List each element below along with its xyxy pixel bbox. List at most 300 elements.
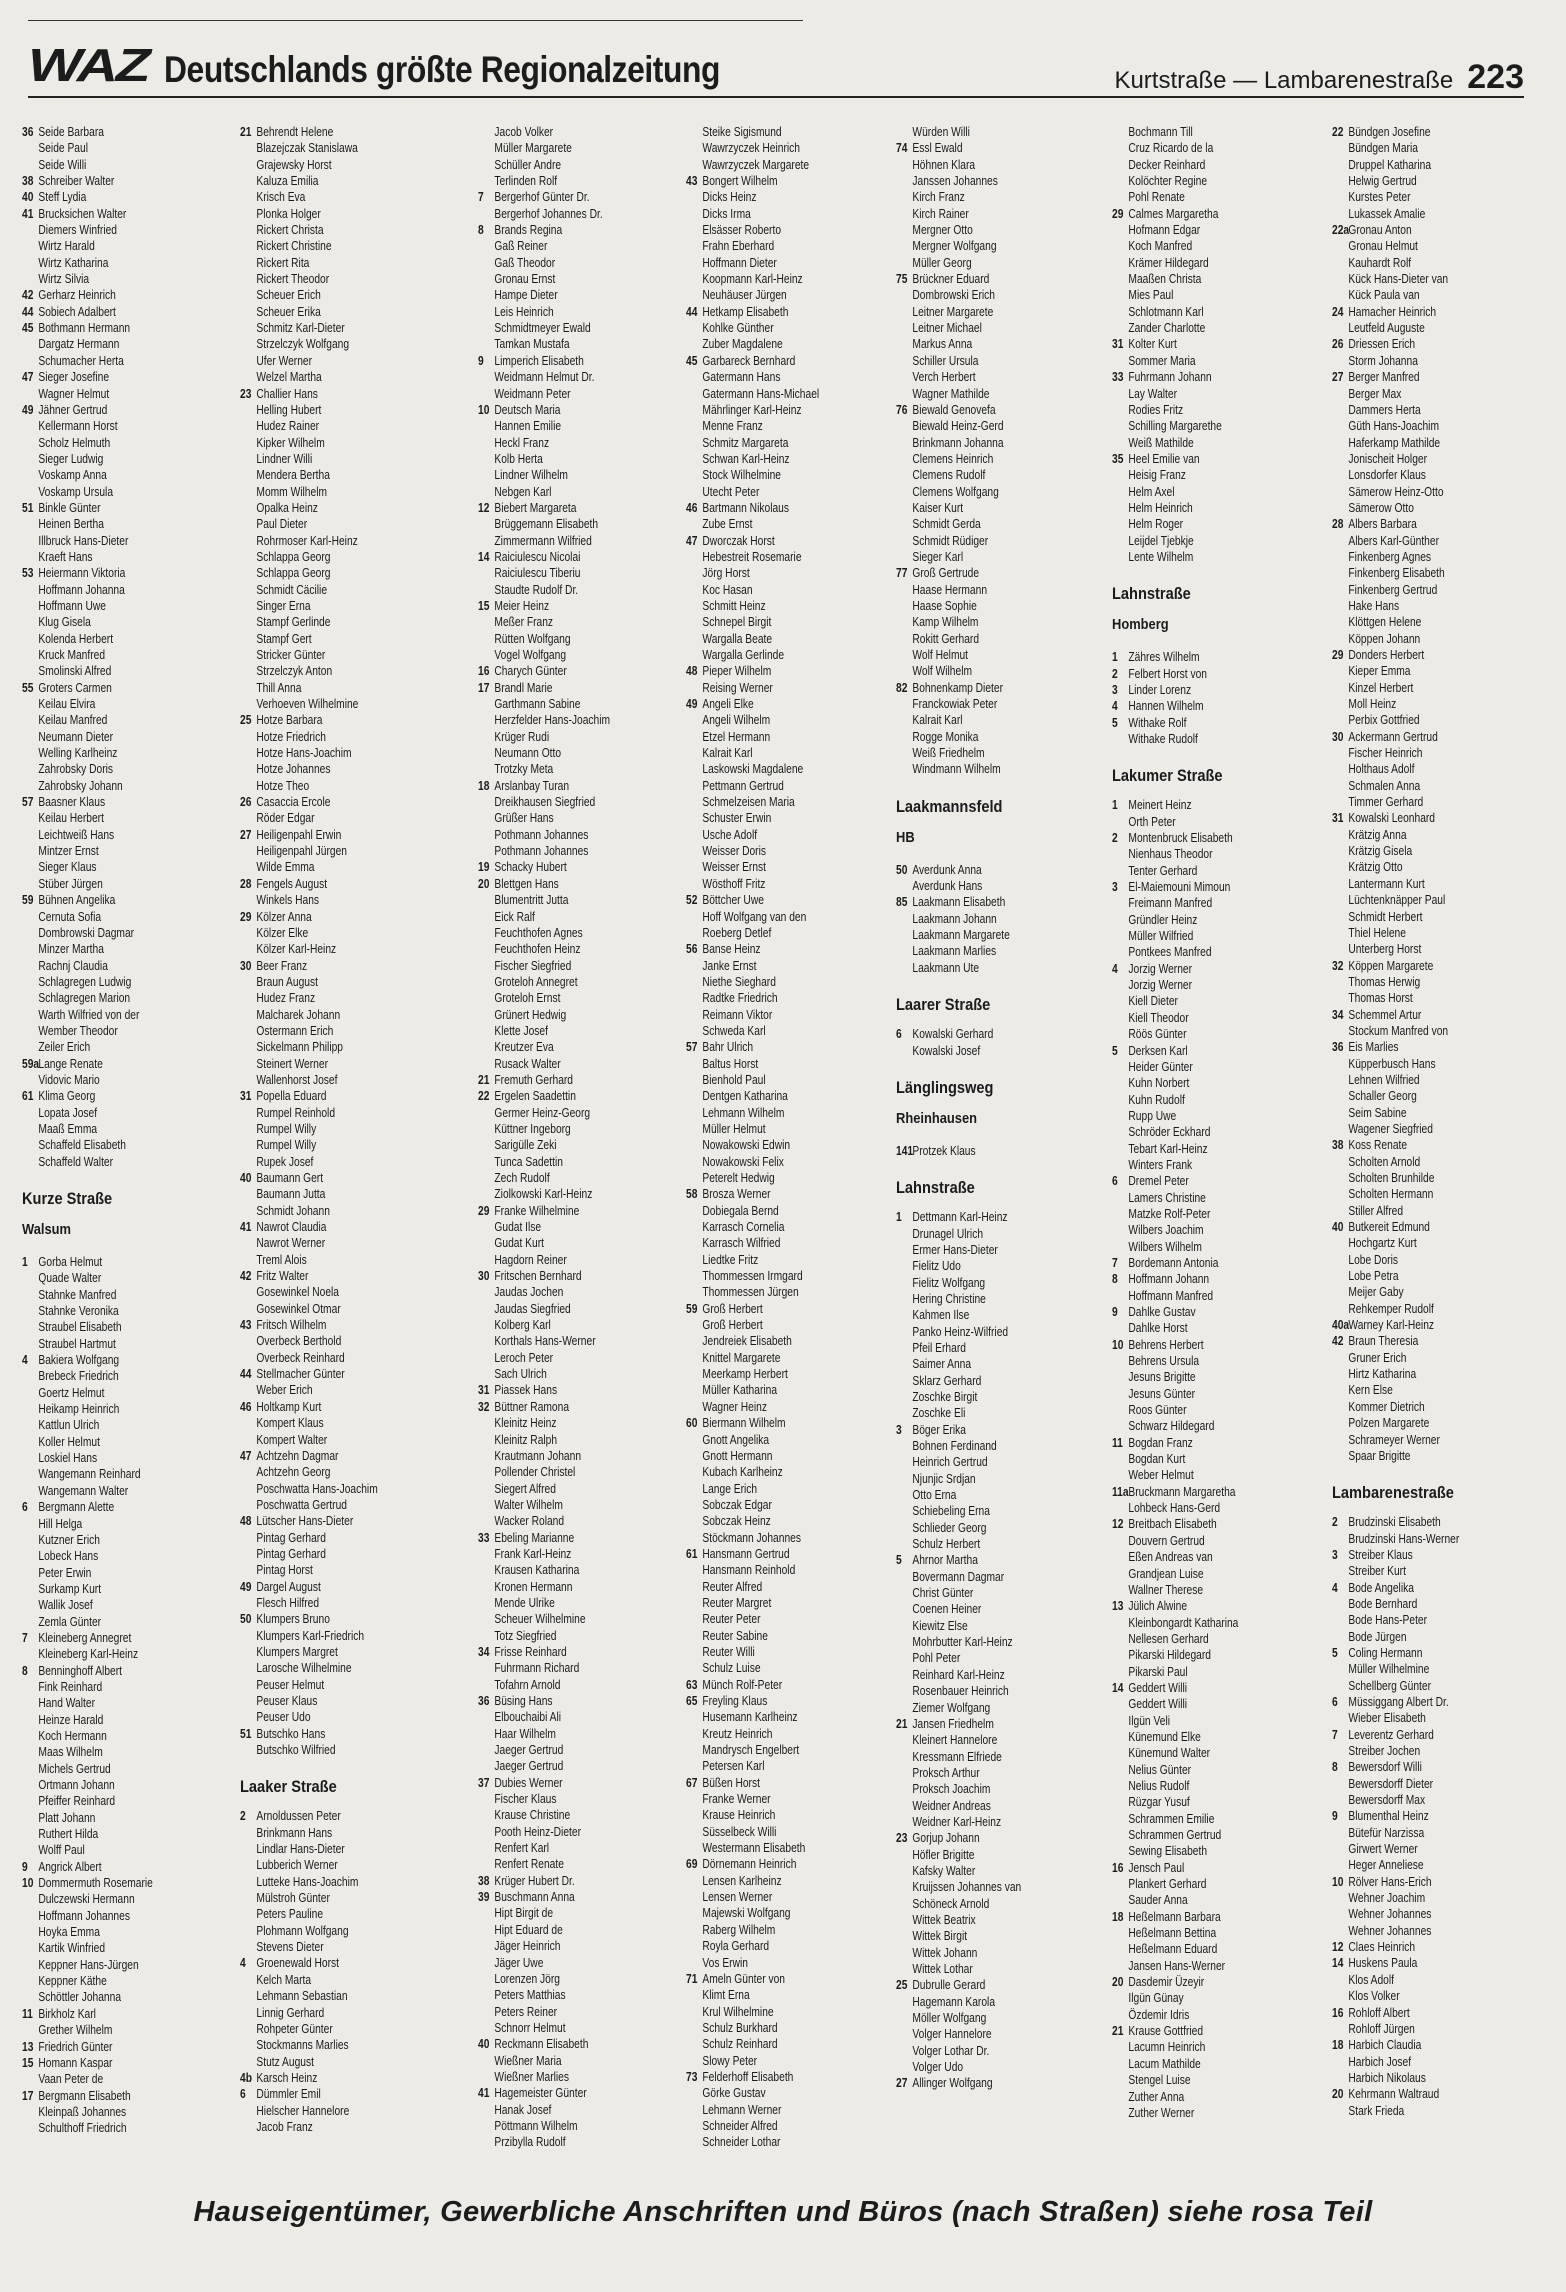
- resident-name: Hoff Wolfgang van den: [702, 909, 807, 924]
- resident-name: Jäger Heinrich: [494, 1939, 561, 1954]
- resident-name: Fritsch Wilhelm: [256, 1318, 327, 1333]
- directory-entry: [1332, 990, 1544, 1006]
- resident-name: Geddert Willi: [1128, 1680, 1188, 1695]
- directory-entry: [896, 1324, 1108, 1340]
- resident-name: Hand Walter: [38, 1696, 95, 1711]
- resident-name: Gosewinkel Otmar: [256, 1301, 341, 1316]
- directory-entry: [686, 1660, 898, 1676]
- directory-entry: [22, 1695, 234, 1711]
- resident-name: Haar Wilhelm: [494, 1726, 556, 1741]
- directory-entry: [686, 1840, 898, 1856]
- directory-entry: [1332, 663, 1544, 679]
- house-number: 59a: [22, 1056, 40, 1071]
- directory-entry: [22, 1466, 234, 1482]
- resident-name: Freyling Klaus: [702, 1694, 768, 1708]
- directory-entry: [240, 1825, 452, 1841]
- directory-entry: [896, 1242, 1108, 1258]
- directory-entry: [896, 206, 1108, 222]
- house-number: 12: [1112, 1517, 1124, 1532]
- house-number: 40: [1332, 1220, 1344, 1235]
- directory-entry: [686, 1464, 898, 1480]
- directory-entry: [686, 1628, 898, 1644]
- directory-entry: [1112, 1271, 1324, 1287]
- directory-entry: [1112, 500, 1324, 516]
- directory-entry: [478, 484, 690, 500]
- directory-entry: [22, 876, 234, 892]
- resident-name: Pfeiffer Reinhard: [38, 1794, 116, 1809]
- directory-entry: [240, 2054, 452, 2070]
- directory-entry: [478, 1072, 690, 1088]
- resident-name: Grünert Hedwig: [494, 1007, 567, 1022]
- directory-entry: [686, 1203, 898, 1219]
- street-heading: Lambarenestraße: [1332, 1483, 1454, 1503]
- resident-name: Koch Hermann: [38, 1728, 107, 1743]
- resident-name: Baumann Jutta: [256, 1187, 326, 1202]
- directory-entry: [1112, 435, 1324, 451]
- directory-entry: [478, 500, 690, 516]
- resident-name: Wagner Heinz: [702, 1399, 767, 1414]
- resident-name: Kaiser Kurt: [912, 500, 964, 515]
- directory-entry: [1112, 1092, 1324, 1108]
- resident-name: Kreutzer Eva: [494, 1040, 554, 1055]
- directory-entry: [686, 631, 898, 647]
- directory-entry: [686, 1432, 898, 1448]
- resident-name: Sickelmann Philipp: [256, 1040, 343, 1055]
- directory-entry: [1332, 1727, 1544, 1743]
- directory-entry: [22, 173, 234, 189]
- directory-entry: [896, 140, 1108, 156]
- resident-name: Krul Wilhelmine: [702, 2004, 774, 2019]
- directory-entry: [1332, 435, 1544, 451]
- resident-name: Pooth Heinz-Dieter: [494, 1824, 581, 1839]
- resident-name: Fengels August: [256, 876, 328, 891]
- resident-name: Schlappa Georg: [256, 566, 331, 581]
- resident-name: Bogdan Kurt: [1128, 1452, 1186, 1467]
- resident-name: Meinert Heinz: [1128, 798, 1192, 813]
- directory-entry: [240, 320, 452, 336]
- house-number: 6: [240, 2087, 246, 2102]
- resident-name: Finkenberg Elisabeth: [1348, 566, 1445, 581]
- resident-name: Hirtz Katharina: [1348, 1367, 1417, 1382]
- resident-name: Sauder Anna: [1128, 1893, 1188, 1908]
- directory-entry: [1112, 1598, 1324, 1614]
- resident-name: Vogel Wolfgang: [494, 648, 567, 662]
- directory-entry: [22, 1712, 234, 1728]
- directory-entry: [240, 549, 452, 565]
- directory-entry: [686, 1579, 898, 1595]
- resident-name: Dubrulle Gerard: [912, 1978, 986, 1993]
- directory-entry: [478, 533, 690, 549]
- resident-name: Seide Paul: [38, 141, 88, 156]
- directory-entry: [896, 1043, 1108, 1059]
- directory-entry: [1332, 827, 1544, 843]
- resident-name: Gaß Theodor: [494, 255, 556, 270]
- directory-entry: [1112, 2105, 1324, 2121]
- house-number: 4: [22, 1353, 28, 1368]
- resident-name: Rohloff Albert: [1348, 2005, 1410, 2020]
- resident-name: Jörg Horst: [702, 566, 750, 581]
- resident-name: Nelius Günter: [1128, 1762, 1192, 1777]
- directory-entry: [478, 1464, 690, 1480]
- directory-entry: [1332, 1366, 1544, 1382]
- house-number: 15: [22, 2055, 34, 2070]
- directory-entry: [22, 1368, 234, 1384]
- directory-entry: [22, 1121, 234, 1137]
- resident-name: Hotze Theo: [256, 778, 310, 793]
- directory-entry: [896, 1765, 1108, 1781]
- directory-entry: [686, 304, 898, 320]
- directory-entry: [478, 1137, 690, 1153]
- resident-name: Warney Karl-Heinz: [1348, 1318, 1435, 1333]
- directory-entry: [478, 1497, 690, 1513]
- resident-name: Zoschke Eli: [912, 1406, 966, 1421]
- resident-name: Mergner Otto: [912, 223, 973, 238]
- resident-name: Schrammen Gertrud: [1128, 1828, 1222, 1842]
- resident-name: Hoffmann Manfred: [1128, 1288, 1214, 1303]
- resident-name: Sieger Karl: [912, 549, 964, 564]
- directory-entry: [686, 124, 898, 140]
- directory-entry: [1332, 1105, 1544, 1121]
- resident-name: Averdunk Hans: [912, 879, 983, 894]
- resident-name: Kolter Kurt: [1128, 337, 1177, 352]
- directory-entry: [896, 516, 1108, 532]
- directory-entry: [240, 1481, 452, 1497]
- resident-name: Loskiel Hans: [38, 1451, 98, 1466]
- house-number: 31: [1112, 337, 1124, 352]
- resident-name: Rumpel Reinhold: [256, 1105, 336, 1120]
- resident-name: Rickert Christine: [256, 239, 332, 254]
- directory-entry: [896, 1994, 1108, 2010]
- house-number: 5: [1332, 1645, 1338, 1660]
- resident-name: Kauhardt Rolf: [1348, 255, 1412, 270]
- resident-name: Dulczewski Hermann: [38, 1892, 135, 1907]
- resident-name: Sewing Elisabeth: [1128, 1844, 1208, 1859]
- directory-entry: [896, 435, 1108, 451]
- resident-name: Kressmann Elfriede: [912, 1749, 1002, 1764]
- house-number: 57: [686, 1040, 698, 1055]
- resident-name: Möller Wolfgang: [912, 2011, 987, 2026]
- resident-name: Reuter Margret: [702, 1595, 772, 1610]
- resident-name: Krausen Katharina: [494, 1563, 580, 1578]
- directory-entry: [686, 1595, 898, 1611]
- resident-name: Brebeck Friedrich: [38, 1369, 119, 1384]
- resident-name: Janke Ernst: [702, 958, 757, 973]
- house-number: 75: [896, 272, 908, 287]
- resident-name: Drunagel Ulrich: [912, 1226, 984, 1241]
- directory-entry: [1332, 369, 1544, 385]
- resident-name: Zahrobsky Johann: [38, 778, 123, 793]
- house-number: 18: [1332, 2038, 1344, 2053]
- directory-entry: [478, 1628, 690, 1644]
- house-number: 21: [896, 1716, 908, 1731]
- directory-entry: [896, 1487, 1108, 1503]
- resident-name: Wösthoff Fritz: [702, 876, 766, 891]
- resident-name: Hoffmann Dieter: [702, 255, 777, 270]
- house-number: 2: [1112, 831, 1118, 846]
- house-number: 46: [686, 500, 698, 515]
- resident-name: Mies Paul: [1128, 288, 1174, 303]
- house-number: 13: [1112, 1599, 1124, 1614]
- directory-entry: [1112, 1713, 1324, 1729]
- directory-entry: [1112, 1222, 1324, 1238]
- directory-entry: [240, 1235, 452, 1251]
- resident-name: Harbich Claudia: [1348, 2038, 1422, 2053]
- directory-entry: [1112, 1157, 1324, 1173]
- directory-entry: [896, 729, 1108, 745]
- house-number: 42: [22, 288, 34, 303]
- directory-entry: [22, 647, 234, 663]
- resident-name: Rütten Wolfgang: [494, 631, 571, 646]
- resident-name: Krätzig Otto: [1348, 860, 1403, 875]
- directory-entry: [240, 353, 452, 369]
- directory-entry: [1332, 925, 1544, 941]
- resident-name: Ilgün Veli: [1128, 1713, 1171, 1728]
- directory-entry: [1112, 2056, 1324, 2072]
- directory-entry: [240, 1709, 452, 1725]
- resident-name: Schneider Alfred: [702, 2118, 778, 2133]
- directory-entry: [1112, 1925, 1324, 1941]
- resident-name: Kuhn Rudolf: [1128, 1092, 1185, 1107]
- directory-entry: [240, 1088, 452, 1104]
- directory-entry: [478, 1955, 690, 1971]
- resident-name: Verhoeven Wilhelmine: [256, 697, 359, 712]
- resident-name: Kattlun Ulrich: [38, 1418, 100, 1433]
- resident-name: Dicks Heinz: [702, 190, 757, 205]
- resident-name: Angeli Elke: [702, 697, 754, 712]
- resident-name: Reckmann Elisabeth: [494, 2037, 589, 2052]
- resident-name: Usche Adolf: [702, 827, 758, 842]
- resident-name: Sieger Josefine: [38, 370, 110, 385]
- directory-entry: [478, 1448, 690, 1464]
- directory-entry: [1332, 1448, 1544, 1464]
- directory-entry: [686, 712, 898, 728]
- directory-entry: [1332, 451, 1544, 467]
- house-number: 23: [896, 1831, 908, 1846]
- directory-entry: [686, 320, 898, 336]
- directory-entry: [686, 1088, 898, 1104]
- resident-name: Raiciulescu Nicolai: [494, 549, 581, 564]
- resident-name: Rachnj Claudia: [38, 958, 108, 973]
- resident-name: Westermann Elisabeth: [702, 1841, 806, 1856]
- directory-entry: [896, 353, 1108, 369]
- house-number: 4b: [240, 2070, 252, 2085]
- resident-name: Thommessen Irmgard: [702, 1269, 803, 1284]
- directory-entry: [686, 876, 898, 892]
- resident-name: Liedtke Fritz: [702, 1252, 759, 1267]
- directory-entry: [22, 810, 234, 826]
- directory-entry: [686, 1317, 898, 1333]
- resident-name: Dahlke Horst: [1128, 1321, 1188, 1336]
- directory-entry: [1332, 1072, 1544, 1088]
- directory-entry: [240, 1497, 452, 1513]
- resident-name: Jorzig Werner: [1128, 978, 1193, 993]
- resident-name: Özdemir Idris: [1128, 2007, 1190, 2022]
- resident-name: Groß Gertrude: [912, 566, 980, 581]
- resident-name: Ortmann Johann: [38, 1778, 115, 1792]
- resident-name: Jaudas Siegfried: [494, 1301, 571, 1316]
- directory-entry: [1112, 1059, 1324, 1075]
- resident-name: Gorjup Johann: [912, 1831, 980, 1846]
- directory-entry: [1112, 1941, 1324, 1957]
- resident-name: Clemens Rudolf: [912, 468, 986, 483]
- resident-name: Maaßen Christa: [1128, 272, 1202, 287]
- resident-name: Schnepel Birgit: [702, 615, 772, 630]
- resident-name: Pöttmann Wilhelm: [494, 2118, 578, 2133]
- resident-name: Kamp Wilhelm: [912, 615, 979, 630]
- resident-name: Jaeger Gertrud: [494, 1759, 564, 1774]
- directory-entry: [1112, 928, 1324, 944]
- resident-name: Zuther Anna: [1128, 2089, 1185, 2104]
- directory-entry: [22, 255, 234, 271]
- directory-entry: [896, 124, 1108, 140]
- directory-entry: [686, 435, 898, 451]
- house-number: 22a: [1332, 223, 1350, 238]
- directory-entry: [240, 484, 452, 500]
- resident-name: Fremuth Gerhard: [494, 1072, 574, 1087]
- resident-name: Pfeil Erhard: [912, 1340, 966, 1355]
- resident-name: Casaccia Ercole: [256, 795, 331, 810]
- resident-name: Buschmann Anna: [494, 1890, 575, 1905]
- resident-name: Schmidt Johann: [256, 1203, 330, 1218]
- directory-entry: [240, 827, 452, 843]
- resident-name: Petersen Karl: [702, 1759, 765, 1774]
- resident-name: Steinert Werner: [256, 1056, 328, 1071]
- resident-name: Helm Roger: [1128, 517, 1184, 532]
- resident-name: Kipker Wilhelm: [256, 435, 325, 450]
- resident-name: Wilde Emma: [256, 860, 315, 875]
- resident-name: Wargalla Gerlinde: [702, 648, 785, 662]
- directory-entry: [686, 1007, 898, 1023]
- directory-entry: [22, 1287, 234, 1303]
- resident-name: Frahn Eberhard: [702, 239, 775, 254]
- house-number: 20: [1112, 1975, 1124, 1990]
- directory-entry: [896, 1422, 1108, 1438]
- directory-entry: [686, 1987, 898, 2003]
- directory-entry: [686, 778, 898, 794]
- resident-name: Gründler Heinz: [1128, 912, 1198, 927]
- resident-name: Hake Hans: [1348, 598, 1400, 613]
- resident-name: Stock Wilhelmine: [702, 468, 782, 483]
- resident-name: Brands Regina: [494, 223, 563, 238]
- directory-entry: [1112, 1320, 1324, 1336]
- directory-entry: [478, 1562, 690, 1578]
- resident-name: Weidner Andreas: [912, 1798, 991, 1813]
- resident-name: Frank Karl-Heinz: [494, 1546, 572, 1561]
- directory-entry: [896, 402, 1108, 418]
- directory-entry: [1112, 977, 1324, 993]
- house-number: 56: [686, 942, 698, 957]
- directory-entry: [896, 1847, 1108, 1863]
- directory-entry: [1332, 1382, 1544, 1398]
- resident-name: Schulz Reinhard: [702, 2037, 778, 2052]
- resident-name: Wießner Marlies: [494, 2069, 570, 2084]
- resident-name: Steff Lydia: [38, 190, 87, 205]
- directory-entry: [22, 2104, 234, 2120]
- directory-entry: [478, 1611, 690, 1627]
- resident-name: Krause Christine: [494, 1808, 571, 1823]
- resident-name: Harbich Nikolaus: [1348, 2070, 1426, 2085]
- directory-entry: [896, 862, 1108, 878]
- directory-entry: [686, 1399, 898, 1415]
- resident-name: Breitbach Elisabeth: [1128, 1517, 1217, 1532]
- resident-name: Schemmel Artur: [1348, 1007, 1422, 1022]
- resident-name: Kiewitz Else: [912, 1618, 968, 1633]
- directory-entry: [1332, 1596, 1544, 1612]
- directory-entry: [22, 516, 234, 532]
- house-number: 71: [686, 1971, 698, 1986]
- directory-entry: [1332, 353, 1544, 369]
- directory-entry: [896, 2075, 1108, 2091]
- directory-entry: [22, 909, 234, 925]
- resident-name: Kleinert Hannelore: [912, 1733, 998, 1748]
- resident-name: Wagner Helmut: [38, 386, 110, 401]
- resident-name: Reising Werner: [702, 680, 773, 695]
- directory-entry: [22, 1957, 234, 1973]
- house-number: 67: [686, 1775, 698, 1790]
- resident-name: Homann Kaspar: [38, 2055, 113, 2070]
- directory-entry: [1112, 1108, 1324, 1124]
- directory-entry: [22, 941, 234, 957]
- resident-name: Lensen Werner: [702, 1890, 773, 1905]
- resident-name: Helling Hubert: [256, 402, 322, 417]
- directory-entry: [22, 1940, 234, 1956]
- resident-name: Reuter Sabine: [702, 1628, 768, 1643]
- resident-name: Kompert Walter: [256, 1432, 328, 1447]
- resident-name: Schmidt Gerda: [912, 517, 981, 532]
- resident-name: Schilling Margarethe: [1128, 419, 1222, 434]
- directory-entry: [1332, 2070, 1544, 2086]
- resident-name: Bochmann Till: [1128, 125, 1193, 139]
- directory-entry: [240, 1579, 452, 1595]
- resident-name: Berger Manfred: [1348, 370, 1420, 385]
- house-number: 1: [22, 1255, 28, 1269]
- resident-name: Jäger Uwe: [494, 1955, 544, 1970]
- directory-entry: [478, 1170, 690, 1186]
- directory-entry: [686, 369, 898, 385]
- directory-entry: [896, 1618, 1108, 1634]
- resident-name: Hofmann Edgar: [1128, 223, 1201, 238]
- house-number: 3: [1112, 880, 1118, 895]
- resident-name: Kleineberg Annegret: [38, 1630, 132, 1645]
- directory-entry: [240, 1464, 452, 1480]
- resident-name: Kleinitz Heinz: [494, 1416, 557, 1431]
- resident-name: Schulz Luise: [702, 1661, 761, 1676]
- directory-entry: [22, 1548, 234, 1564]
- resident-name: Keilau Manfred: [38, 713, 108, 728]
- directory-entry: [240, 1595, 452, 1611]
- directory-entry: [686, 1186, 898, 1202]
- directory-entry: [1112, 1990, 1324, 2006]
- resident-name: Rusack Walter: [494, 1056, 561, 1071]
- house-number: 6: [22, 1500, 28, 1515]
- resident-name: Heinen Bertha: [38, 517, 104, 532]
- masthead-rule: [28, 96, 1524, 98]
- resident-name: Saimer Anna: [912, 1357, 972, 1372]
- house-number: 40: [478, 2037, 490, 2052]
- directory-entry: [1332, 1317, 1544, 1333]
- resident-name: Biewald Genovefa: [912, 402, 996, 417]
- resident-name: Heiermann Viktoria: [38, 566, 126, 581]
- resident-name: Rölver Hans-Erich: [1348, 1874, 1432, 1889]
- directory-entry: [240, 402, 452, 418]
- directory-entry: [22, 1154, 234, 1170]
- directory-entry: [22, 631, 234, 647]
- resident-name: Mülstroh Günter: [256, 1891, 330, 1906]
- directory-entry: [1332, 1612, 1544, 1628]
- resident-name: Bütefür Narzissa: [1348, 1825, 1425, 1840]
- resident-name: Njunjic Srdjan: [912, 1471, 976, 1486]
- resident-name: Würden Willi: [912, 125, 970, 139]
